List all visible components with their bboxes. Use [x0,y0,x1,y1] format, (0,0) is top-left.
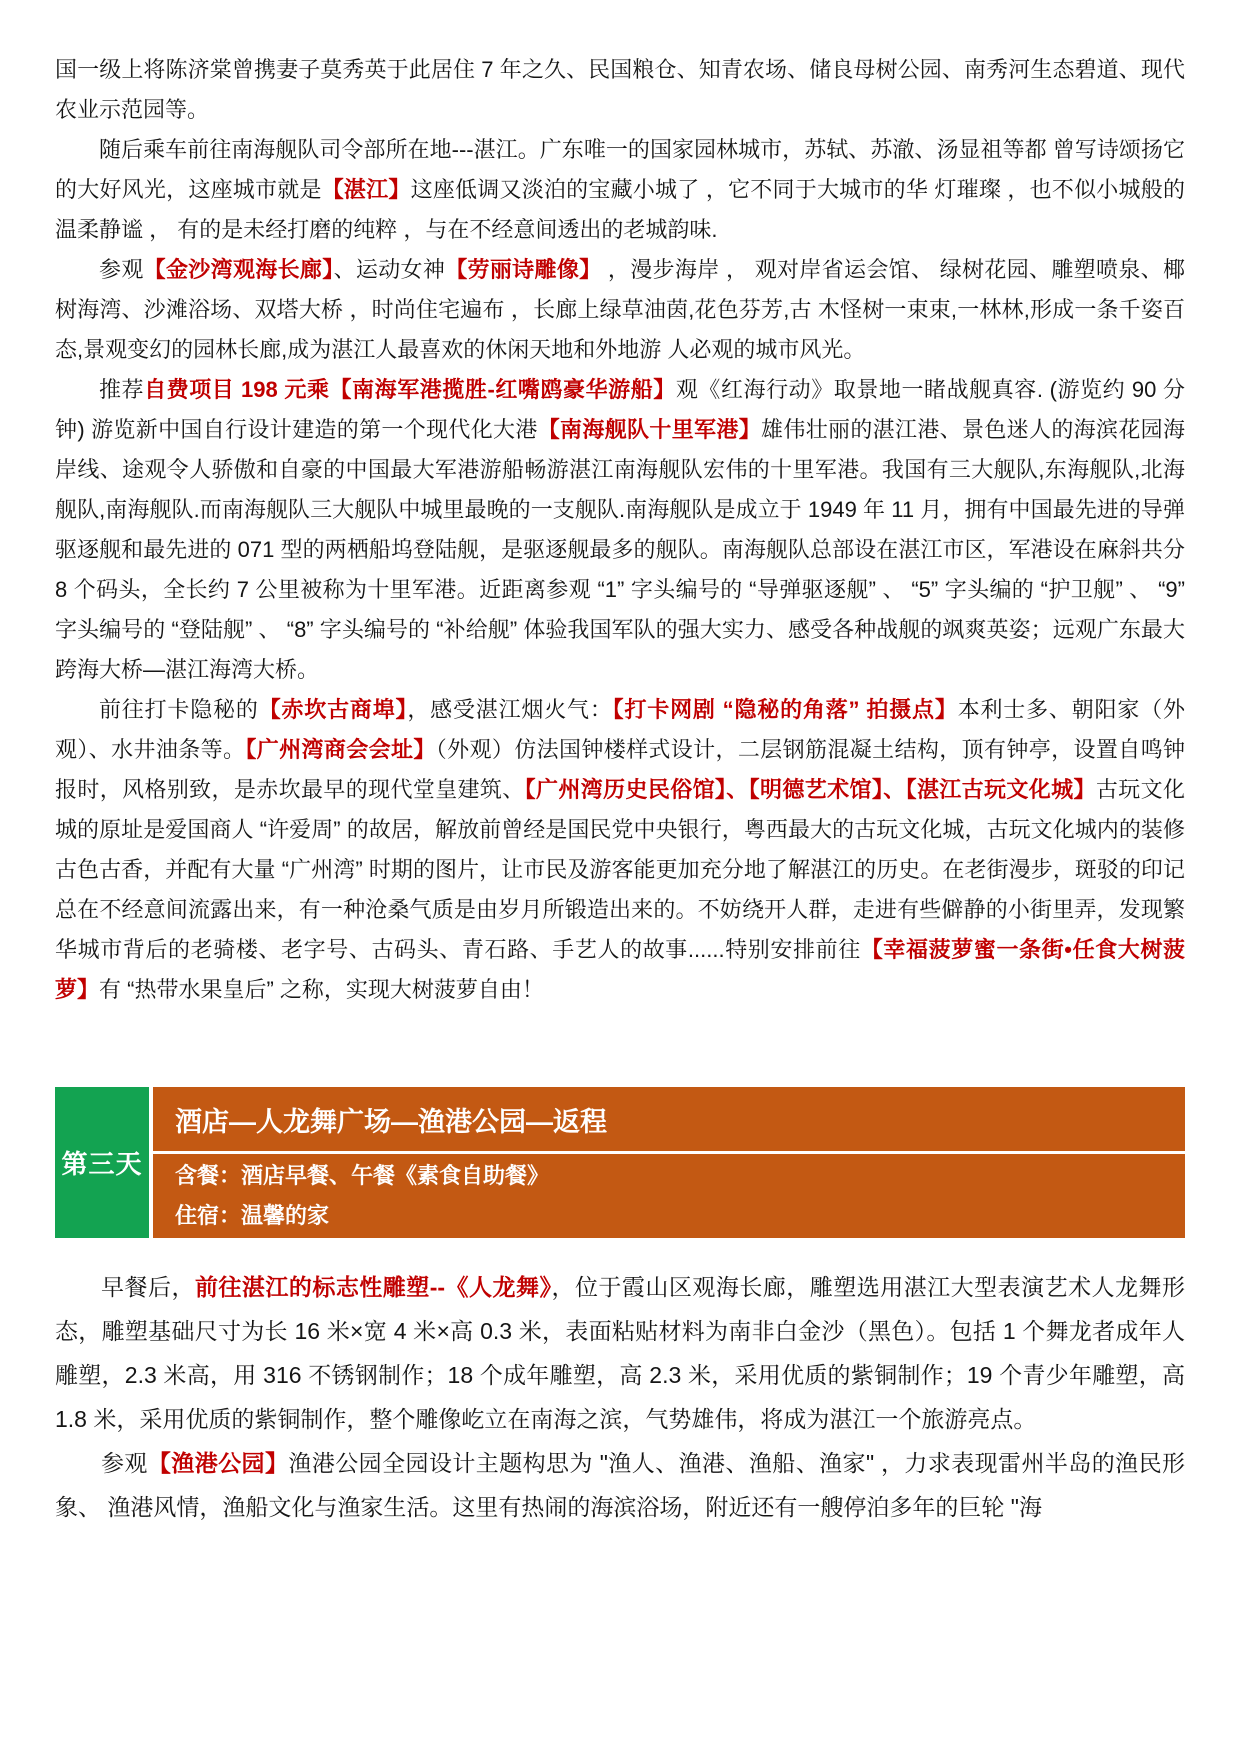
day3-itinerary-table [55,1087,1185,1238]
highlighted-attraction-text: 前往湛江的标志性雕塑--《人龙舞》 [194,1274,552,1300]
route-title-cell: 酒店—人龙舞广场—渔港公园—返程 [153,1087,1185,1151]
body-text: 随后乘车前往南海舰队司令部所在地---湛江。广东唯一的国家园林城市，苏轼、苏澈、汤显祖等都 曾写诗颂扬它的大好风光，这座城市就是 [55,137,1185,202]
body-text: 早餐后， [101,1274,195,1300]
stay-line: 住宿：温馨的家 [175,1203,330,1228]
body-text: 推荐 [99,377,145,402]
highlighted-attraction-text: 【湛江】 [321,177,411,202]
paragraph-p4-navy-port [55,370,1185,690]
itinerary-text-day3 [55,1265,1185,1529]
highlighted-attraction-text: 【打卡网剧 “隐秘的角落” 拍摄点】 [612,697,958,722]
paragraph-p6-renlongwu [55,1265,1185,1441]
body-text: 观《红海行动》取景地一睹战舰真容. (游览约 90 分钟) 游览新中国自行设计建造的第一个现代化大港 [55,377,1185,442]
highlighted-attraction-text: 【幸福菠萝蜜一条街•任食大树菠萝】 [55,937,1185,1002]
day-table-right [153,1087,1185,1238]
paragraph-p7-yugang-park [55,1441,1185,1529]
body-text: 这座低调又淡泊的宝藏小城了 ，它不同于大城市的华 灯璀璨 ，也不似小城般的温柔静谧 ， 有的是未经打磨的纯粹 ，与在不经意间透出的老城韵味. [55,177,1185,242]
body-text: 古玩文化城的原址是爱国商人 “许爱周” 的故居，解放前曾经是国民党中央银行，粤西最大的古玩文化城，古玩文化城内的装修古色古香，并配有大量 “广州湾” 时期的图片，让市民及游客能更加充分地了解湛江的历史。在老街漫步，斑驳的印记总在不经意间流露出来，有一种沧桑气质是由岁月所锻造出来的。不妨绕开人群，走进有些僻静的小街里弄，发现繁华城市背后的老骑楼、老字号、古码头、青石路、手艺人的故事......特别安排前往 [55,777,1185,962]
body-text: ，漫步海岸 ， 观对岸省运会馆、 绿树花园、雕塑喷泉、椰树海湾、沙滩浴场、双塔大桥 ，时尚住宅遍布 ，长廊上绿草油茵,花色芬芳,古 木怪树一束束,一林林,形成一条千姿百态,景观变幻的园林长廊,成为湛江人最喜欢的休闲天地和外地游 人必观的城市风光。 [55,257,1185,362]
day-label-cell: 第三天 [55,1087,149,1238]
body-text: ，位于霞山区观海长廊，雕塑选用湛江大型表演艺术人龙舞形态，雕塑基础尺寸为长 16 米×宽 4 米×高 0.3 米，表面粘贴材料为南非白金沙（黑色）。包括 1 个舞龙者成年人雕塑，2.3 米高，用 316 不锈钢制作；18 个成年雕塑，高 2.3 米，采用优质的紫铜制作；19 个青少年雕塑，高 1.8 米，采用优质的紫铜制作，整个雕像屹立在南海之滨，气势雄伟，将成为湛江一个旅游亮点。 [55,1274,1186,1432]
body-text: 有 “热带水果皇后” 之称，实现大树菠萝自由！ [99,977,544,1002]
highlighted-attraction-text: 【南海舰队十里军港】 [537,417,762,442]
body-text: 雄伟壮丽的湛江港、景色迷人的海滨花园海岸线、途观令人骄傲和自豪的中国最大军港游船畅游湛江南海舰队宏伟的十里军港。我国有三大舰队,东海舰队,北海舰队,南海舰队.而南海舰队三大舰队中城里最晚的一支舰队.南海舰队是成立于 1949 年 11 月，拥有中国最先进的导弹驱逐舰和最先进的 071 型的两栖船坞登陆舰，是驱逐舰最多的舰队。南海舰队总部设在湛江市区，军港设在麻斜共分 8 个码头，全长约 7 公里被称为十里军港。近距离参观 “1” 字头编号的 “导弹驱逐舰” 、 “5” 字头编的 “护卫舰” 、 “9” 字头编号的 “登陆舰” 、 “8” 字头编号的 “补给舰” 体验我国军队的强大实力、感受各种战舰的飒爽英姿；远观广东最大跨海大桥—湛江海湾大桥。 [55,417,1185,682]
paragraph-p5-chikan [55,690,1185,1010]
body-text: 本利士多、朝阳家（外观）、水井油条等。 [55,697,1185,762]
body-text: 国一级上将陈济棠曾携妻子莫秀英于此居住 7 年之久、民国粮仓、知青农场、储良母树公园、南秀河生态碧道、现代农业示范园等。 [55,57,1185,122]
highlighted-attraction-text: 【赤坎古商埠】 [258,697,408,722]
paragraph-p1-gaozhou-sites [55,50,1185,130]
body-text: 前往打卡隐秘的 [99,697,259,722]
body-text: 参观 [101,1450,148,1476]
meals-line: 含餐：酒店早餐、午餐《素食自助餐》 [175,1163,550,1188]
highlighted-attraction-text: 【劳丽诗雕像】 [445,257,602,282]
highlighted-attraction-text: 自费项目 198 元乘【南海军港揽胜-红嘴鸥豪华游船】 [144,377,676,402]
body-text: 渔港公园全园设计主题构思为 "渔人、渔港、渔船、渔家" ，力求表现雷州半岛的渔民形象、 渔港风情，渔船文化与渔家生活。这里有热闹的海滨浴场，附近还有一艘停泊多年的巨轮 "海 [55,1450,1186,1520]
body-text: ，感受湛江烟火气： [407,697,613,722]
body-text: 参观 [99,257,144,282]
itinerary-text-day2 [55,50,1185,1010]
highlighted-attraction-text: 【金沙湾观海长廊】 [143,257,334,282]
highlighted-attraction-text: 【渔港公园】 [147,1450,289,1476]
highlighted-attraction-text: 【广州湾历史民俗馆】、【明德艺术馆】、【湛江古玩文化城】 [524,777,1096,802]
body-text: （外观）仿法国钟楼样式设计，二层钢筋混凝土结构，顶有钟亭，设置自鸣钟报时，风格别致，是赤坎最早的现代堂皇建筑、 [55,737,1185,802]
meals-stay-cell [153,1154,1185,1238]
paragraph-p2-zhanjiang-intro [55,130,1185,250]
highlighted-attraction-text: 【广州湾商会会址】 [245,737,436,762]
body-text: 、运动女神 [333,257,446,282]
paragraph-p3-jinshawan [55,250,1185,370]
